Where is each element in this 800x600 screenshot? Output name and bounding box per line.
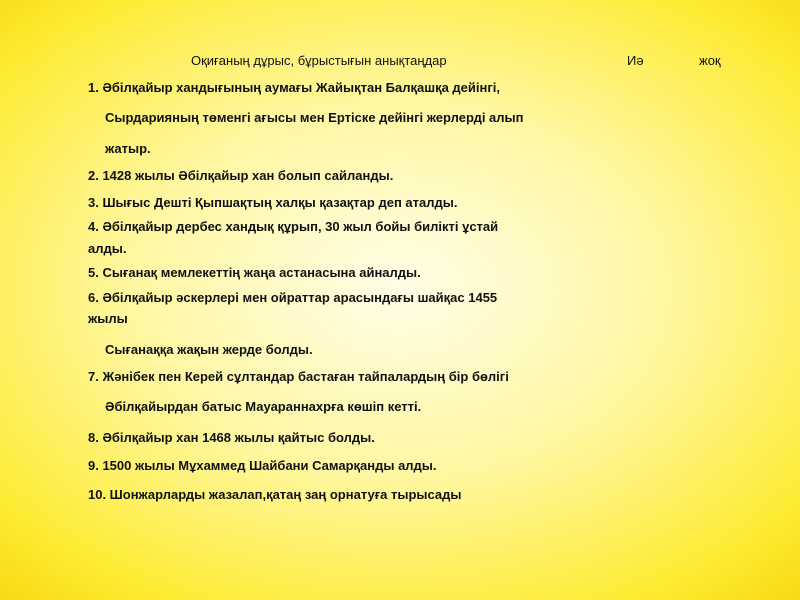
statement-10: 10. Шонжарларды жазалап,қатаң заң орнатуға тырысады: [88, 487, 462, 502]
header-yes: Иә: [627, 53, 644, 68]
statement-3: 3. Шығыс Дешті Қыпшақтың халқы қазақтар деп аталды.: [88, 195, 458, 210]
statement-1-line-1: 1. Әбілқайыр хандығының аумағы Жайықтан Балқашқа дейінгі,: [88, 80, 500, 95]
statement-8: 8. Әбілқайыр хан 1468 жылы қайтыс болды.: [88, 430, 375, 445]
statement-7-line-1: 7. Жәнібек пен Керей сұлтандар бастаған тайпалардың бір бөлігі: [88, 369, 509, 384]
statement-2: 2. 1428 жылы Әбілқайыр хан болып сайланды.: [88, 168, 394, 183]
header-no: жоқ: [699, 53, 721, 68]
statement-6-line-2: жылы: [88, 311, 128, 326]
statement-4-line-2: алды.: [88, 241, 127, 256]
statement-5: 5. Сығанақ мемлекеттің жаңа астанасына айналды.: [88, 265, 421, 280]
statement-4-line-1: 4. Әбілқайыр дербес хандық құрып, 30 жыл бойы билікті ұстай: [88, 219, 499, 234]
header-title: Оқиғаның дұрыс, бұрыстығын анықтаңдар: [191, 53, 447, 68]
statement-6-line-3: Сығанаққа жақын жерде болды.: [105, 342, 313, 357]
statement-1-line-2: Сырдарияның төменгі ағысы мен Ертіске дейінгі жерлерді алып: [105, 110, 524, 125]
statement-9: 9. 1500 жылы Мұхаммед Шайбани Самарқанды алды.: [88, 458, 437, 473]
statement-6-line-1: 6. Әбілқайыр әскерлері мен ойраттар арасындағы шайқас 1455: [88, 290, 498, 305]
statement-7-line-2: Әбілқайырдан батыс Мауараннахрға көшіп кетті.: [105, 399, 422, 414]
statement-1-line-3: жатыр.: [105, 141, 151, 156]
